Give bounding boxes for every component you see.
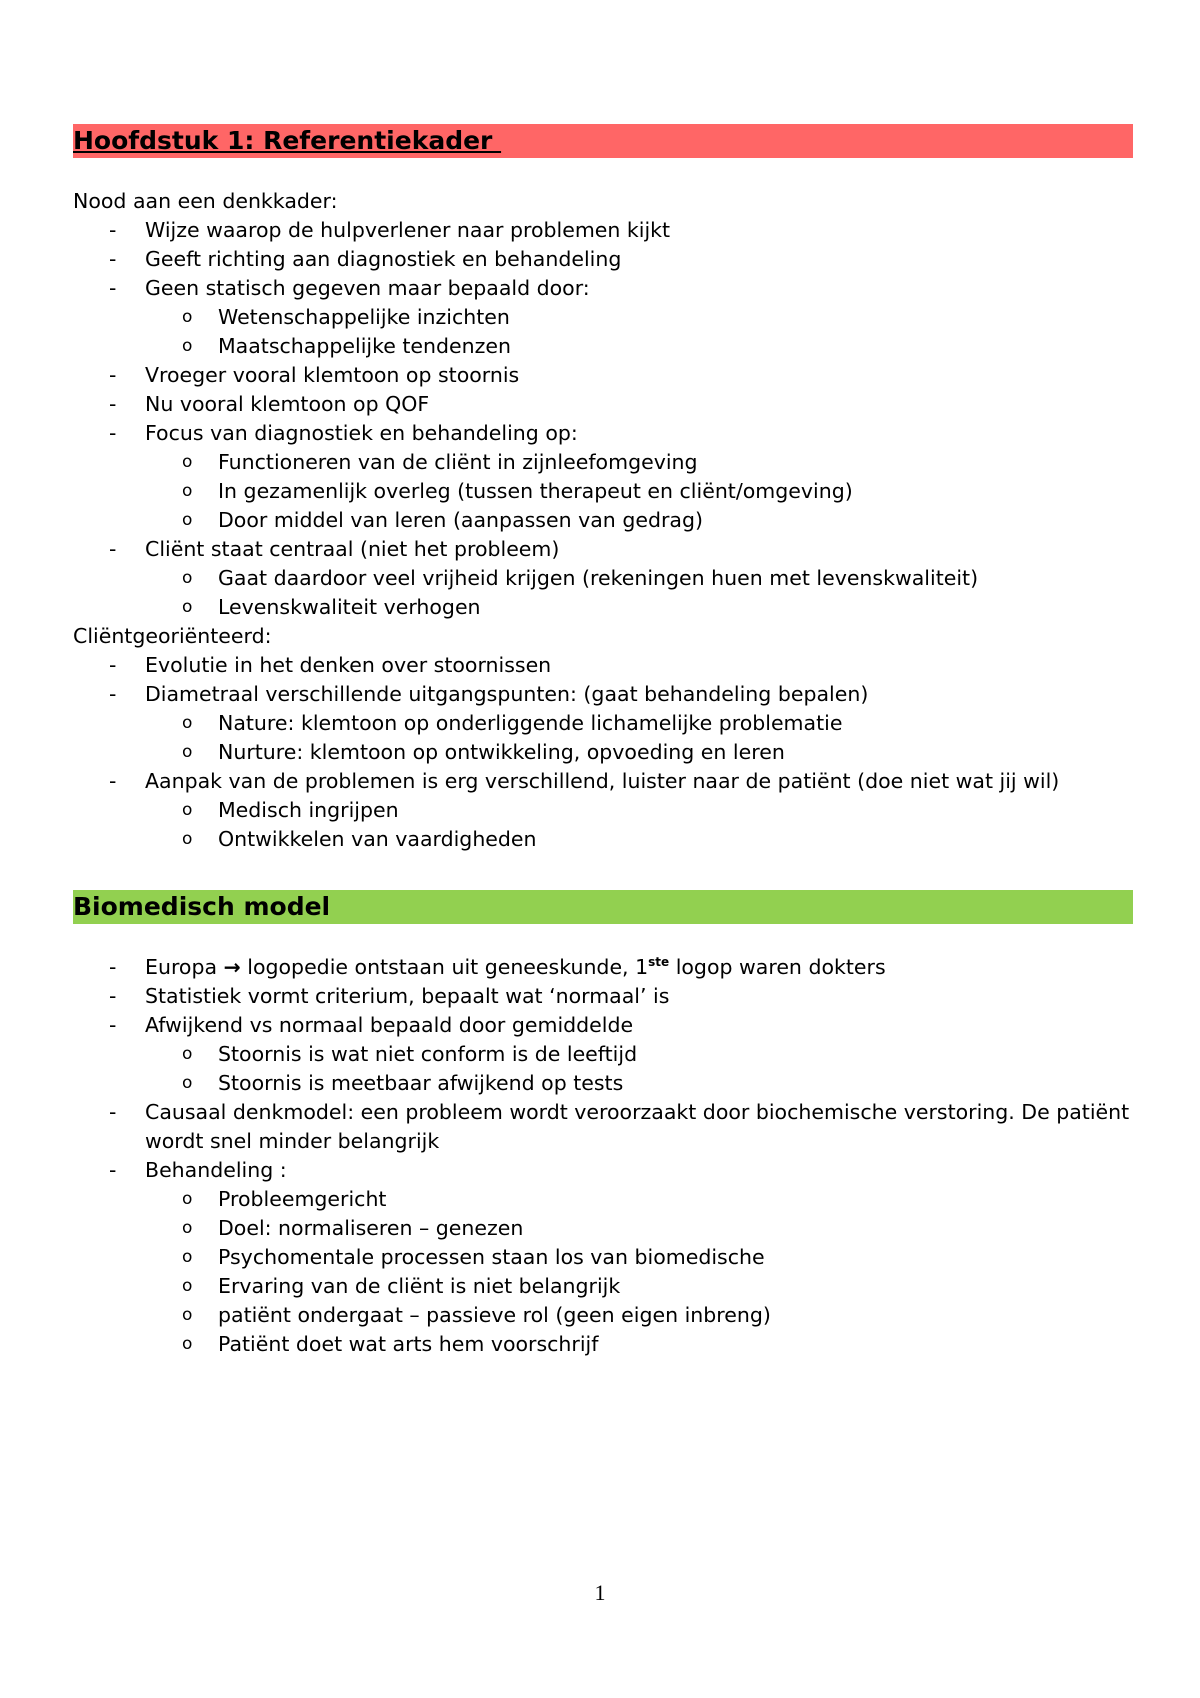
list-item-text: Ontwikkelen van vaardigheden <box>218 827 537 851</box>
list-item-text: Door middel van leren (aanpassen van gedrag) <box>218 508 703 532</box>
circle-bullet-icon: o <box>182 568 193 588</box>
circle-bullet-icon: o <box>182 1044 193 1064</box>
circle-bullet-icon: o <box>182 1276 193 1296</box>
sub-list-item <box>73 1243 1133 1272</box>
list-item <box>73 535 1133 564</box>
circle-bullet-icon: o <box>182 1073 193 1093</box>
list-item-text: Diametraal verschillende uitgangspunten: (gaat behandeling bepalen) <box>145 682 869 706</box>
list-item-text: Evolutie in het denken over stoornissen <box>145 653 552 677</box>
circle-bullet-icon: o <box>182 829 193 849</box>
circle-bullet-icon: o <box>182 713 193 733</box>
list-item-text: patiënt ondergaat – passieve rol (geen eigen inbreng) <box>218 1303 771 1327</box>
list-item <box>73 680 1133 709</box>
list-item-text: Patiënt doet wat arts hem voorschrijf <box>218 1332 599 1356</box>
list-item-text: Maatschappelijke tendenzen <box>218 334 511 358</box>
list-item-text: Doel: normaliseren – genezen <box>218 1216 524 1240</box>
dash-bullet-icon: - <box>109 1100 117 1124</box>
list-item-text: Cliëntgeoriënteerd: <box>73 624 272 648</box>
sub-list-item <box>73 738 1133 767</box>
dash-bullet-icon: - <box>109 1013 117 1037</box>
list-item <box>73 1011 1133 1040</box>
list-item <box>73 216 1133 245</box>
spacer <box>73 924 1133 953</box>
list-heading <box>73 187 1133 216</box>
circle-bullet-icon: o <box>182 307 193 327</box>
list-item-text: Nature: klemtoon op onderliggende lichamelijke problematie <box>218 711 843 735</box>
list-item <box>73 390 1133 419</box>
list-item-text: Probleemgericht <box>218 1187 387 1211</box>
list-item-text: Causaal denkmodel: een probleem wordt veroorzaakt door biochemische verstoring. De patiënt wordt snel minder belangrijk <box>145 1100 1130 1153</box>
dash-bullet-icon: - <box>109 392 117 416</box>
list-item-text: Nood aan een denkkader: <box>73 189 338 213</box>
sub-list-item <box>73 1301 1133 1330</box>
dash-bullet-icon: - <box>109 247 117 271</box>
list-item <box>73 419 1133 448</box>
dash-bullet-icon: - <box>109 653 117 677</box>
list-item <box>73 274 1133 303</box>
document-page <box>73 124 1133 1359</box>
list-item-text: In gezamenlijk overleg (tussen therapeut en cliënt/omgeving) <box>218 479 853 503</box>
list-item-text: Statistiek vormt criterium, bepaalt wat ‘normaal’ is <box>145 984 670 1008</box>
dash-bullet-icon: - <box>109 218 117 242</box>
list-item <box>73 982 1133 1011</box>
list-item <box>73 953 1133 982</box>
list-item-text: Ervaring van de cliënt is niet belangrijk <box>218 1274 621 1298</box>
list-item-text: Cliënt staat centraal (niet het probleem) <box>145 537 560 561</box>
page-number: 1 <box>594 1580 606 1605</box>
circle-bullet-icon: o <box>182 481 193 501</box>
sub-list-item <box>73 1214 1133 1243</box>
list-item-text: Medisch ingrijpen <box>218 798 399 822</box>
sub-list-item <box>73 477 1133 506</box>
dash-bullet-icon: - <box>109 769 117 793</box>
dash-bullet-icon: - <box>109 955 117 979</box>
sub-list-item <box>73 506 1133 535</box>
circle-bullet-icon: o <box>182 597 193 617</box>
sub-list-item <box>73 1069 1133 1098</box>
dash-bullet-icon: - <box>109 682 117 706</box>
sub-list-item <box>73 1185 1133 1214</box>
circle-bullet-icon: o <box>182 510 193 530</box>
circle-bullet-icon: o <box>182 800 193 820</box>
circle-bullet-icon: o <box>182 452 193 472</box>
sub-list-item <box>73 564 1133 593</box>
list-item <box>73 1156 1133 1185</box>
list-item-text: Focus van diagnostiek en behandeling op: <box>145 421 578 445</box>
circle-bullet-icon: o <box>182 1334 193 1354</box>
section-referentiekader <box>73 187 1133 854</box>
circle-bullet-icon: o <box>182 1189 193 1209</box>
circle-bullet-icon: o <box>182 1218 193 1238</box>
sub-list-item <box>73 332 1133 361</box>
sub-list-item <box>73 593 1133 622</box>
spacer <box>73 854 1133 890</box>
list-item-text: Afwijkend vs normaal bepaald door gemiddelde <box>145 1013 634 1037</box>
list-item-text: logopedie ontstaan uit geneeskunde, 1 <box>240 955 649 979</box>
list-heading <box>73 622 1133 651</box>
spacer <box>73 158 1133 187</box>
list-item <box>73 245 1133 274</box>
dash-bullet-icon: - <box>109 276 117 300</box>
list-item-text: Psychomentale processen staan los van biomedische <box>218 1245 765 1269</box>
circle-bullet-icon: o <box>182 1247 193 1267</box>
list-item-text: Aanpak van de problemen is erg verschillend, luister naar de patiënt (doe niet wat jij wil) <box>145 769 1060 793</box>
list-item-text: Behandeling : <box>145 1158 287 1182</box>
sub-list-item <box>73 303 1133 332</box>
sub-list-item <box>73 825 1133 854</box>
sub-list-item <box>73 1272 1133 1301</box>
sub-list-item <box>73 1330 1133 1359</box>
list-item-text: Europa <box>145 955 224 979</box>
list-item <box>73 651 1133 680</box>
list-item-text: Vroeger vooral klemtoon op stoornis <box>145 363 520 387</box>
list-item-text: Stoornis is wat niet conform is de leeftijd <box>218 1042 638 1066</box>
sub-list-item <box>73 1040 1133 1069</box>
list-item-text: Gaat daardoor veel vrijheid krijgen (rekeningen huen met levenskwaliteit) <box>218 566 979 590</box>
list-item-text: Functioneren van de cliënt in zijnleefomgeving <box>218 450 698 474</box>
section-heading: Biomedisch model <box>73 890 1133 924</box>
dash-bullet-icon: - <box>109 1158 117 1182</box>
section-biomedisch-model <box>73 953 1133 1359</box>
sub-list-item <box>73 448 1133 477</box>
dash-bullet-icon: - <box>109 363 117 387</box>
dash-bullet-icon: - <box>109 537 117 561</box>
list-item-text: Levenskwaliteit verhogen <box>218 595 481 619</box>
list-item-text: logop waren dokters <box>669 955 886 979</box>
list-item-text: Geeft richting aan diagnostiek en behandeling <box>145 247 622 271</box>
list-item <box>73 767 1133 796</box>
list-item-text: Stoornis is meetbaar afwijkend op tests <box>218 1071 624 1095</box>
dash-bullet-icon: - <box>109 984 117 1008</box>
arrow-right-icon: → <box>223 955 241 979</box>
circle-bullet-icon: o <box>182 1305 193 1325</box>
list-item-text: Geen statisch gegeven maar bepaald door: <box>145 276 590 300</box>
sub-list-item <box>73 796 1133 825</box>
list-item-text: Wijze waarop de hulpverlener naar problemen kijkt <box>145 218 671 242</box>
list-item <box>73 361 1133 390</box>
list-item-text: ste <box>648 955 670 970</box>
list-item-text: Wetenschappelijke inzichten <box>218 305 510 329</box>
list-item-text: Nurture: klemtoon op ontwikkeling, opvoeding en leren <box>218 740 785 764</box>
chapter-heading: Hoofdstuk 1: Referentiekader <box>73 124 1133 158</box>
list-item <box>73 1098 1133 1156</box>
sub-list-item <box>73 709 1133 738</box>
circle-bullet-icon: o <box>182 742 193 762</box>
dash-bullet-icon: - <box>109 421 117 445</box>
circle-bullet-icon: o <box>182 336 193 356</box>
list-item-text: Nu vooral klemtoon op QOF <box>145 392 430 416</box>
